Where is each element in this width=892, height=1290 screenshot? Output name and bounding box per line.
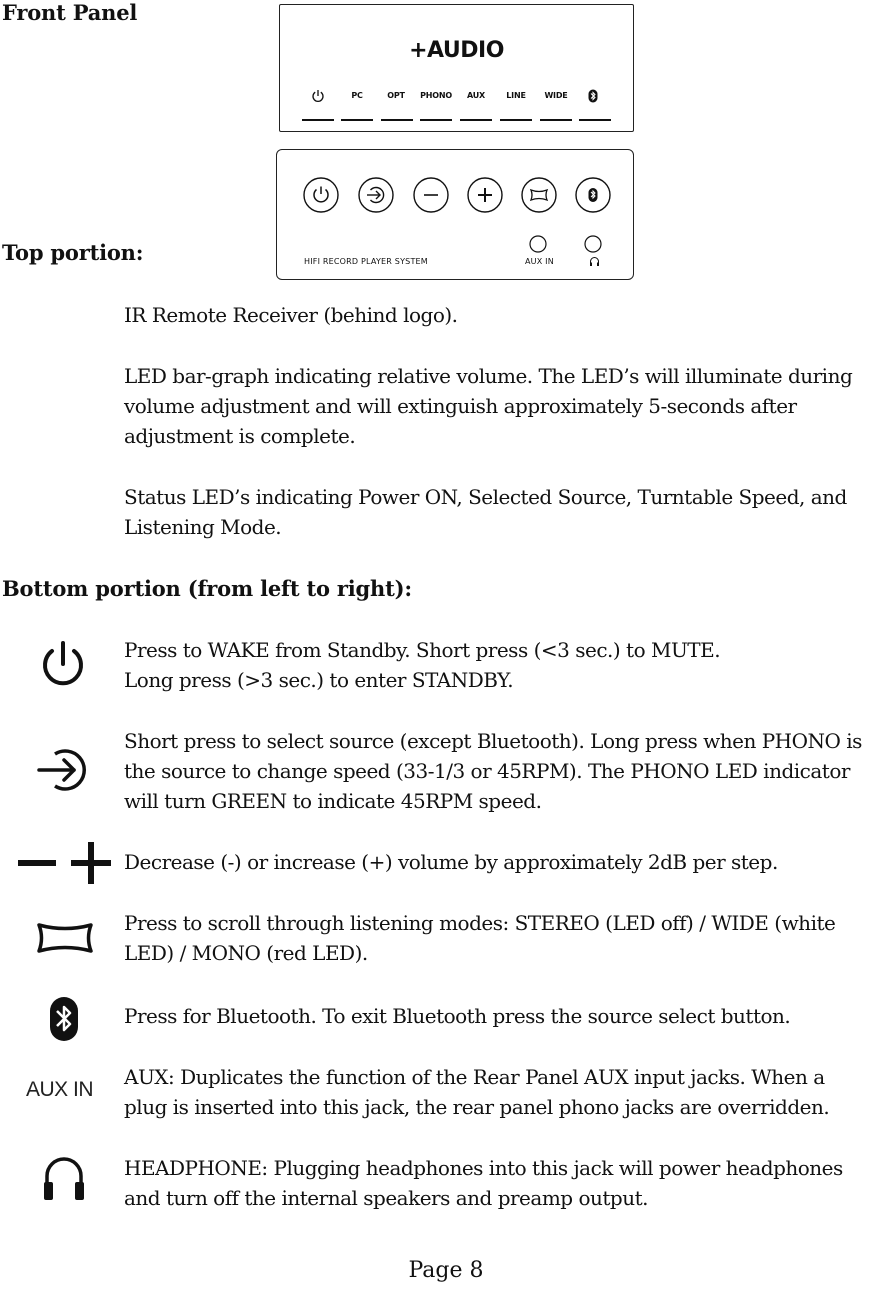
bluetooth-icon	[49, 996, 79, 1042]
led-bar-8	[579, 119, 611, 121]
led-label-opt: OPT	[387, 91, 405, 100]
bottom-portion-heading: Bottom portion (from left to right):	[2, 576, 412, 601]
aux-in-icon: AUX IN	[26, 1078, 94, 1101]
source-select-icon	[36, 745, 92, 795]
top-portion-heading: Top portion:	[2, 240, 144, 265]
page-number: Page 8	[408, 1258, 484, 1283]
listening-mode-icon	[35, 920, 95, 956]
ir-receiver-text: IR Remote Receiver (behind logo).	[124, 303, 458, 327]
volume-description: Decrease (-) or increase (+) volume by approximately 2dB per step.	[124, 850, 778, 874]
power-icon	[40, 640, 86, 690]
led-label-phono: PHONO	[420, 91, 452, 100]
panel-bluetooth-button	[575, 177, 611, 213]
panel-mode-button	[521, 177, 557, 213]
panel-volume-down-button	[413, 177, 449, 213]
power-description: Press to WAKE from Standby. Short press (<3 sec.) to MUTE. Long press (>3 sec.) to enter STANDBY.	[124, 638, 721, 692]
panel-power-button	[303, 177, 339, 213]
led-bar-2	[341, 119, 373, 121]
led-bargraph-text: LED bar-graph indicating relative volume. The LED’s will illuminate during volume adjustment and will extinguish approximately 5-seconds after adjustment is complete.	[124, 364, 853, 448]
panel-aux-jack	[529, 235, 547, 253]
bluetooth-description: Press for Bluetooth. To exit Bluetooth press the source select button.	[124, 1004, 791, 1028]
panel-headphone-icon	[589, 256, 600, 267]
led-bar-1	[302, 119, 334, 121]
led-bar-3	[381, 119, 413, 121]
led-label-pc: PC	[351, 91, 363, 100]
led-bar-4	[420, 119, 452, 121]
panel-system-label: HIFI RECORD PLAYER SYSTEM	[304, 257, 428, 266]
front-panel-top-diagram	[279, 4, 634, 132]
panel-headphone-jack	[584, 235, 602, 253]
headphone-description: HEADPHONE: Plugging headphones into this jack will power headphones and turn off the internal speakers and preamp output.	[124, 1156, 843, 1210]
led-bar-7	[540, 119, 572, 121]
audio-logo: +AUDIO	[409, 38, 504, 63]
aux-description: AUX: Duplicates the function of the Rear Panel AUX input jacks. When a plug is inserted into this jack, the rear panel phono jacks are overridden.	[124, 1065, 830, 1119]
plus-icon	[70, 840, 112, 886]
panel-volume-up-button	[467, 177, 503, 213]
status-led-text: Status LED’s indicating Power ON, Selected Source, Turntable Speed, and Listening Mode.	[124, 485, 847, 539]
front-panel-bottom-diagram	[276, 149, 634, 280]
led-label-wide: WIDE	[544, 91, 568, 100]
led-bluetooth-icon	[588, 89, 598, 103]
front-panel-heading: Front Panel	[2, 0, 138, 25]
minus-icon	[17, 843, 57, 883]
headphone-icon	[42, 1152, 86, 1202]
led-bar-6	[500, 119, 532, 121]
led-bar-5	[460, 119, 492, 121]
panel-source-button	[358, 177, 394, 213]
led-label-line: LINE	[506, 91, 526, 100]
led-power-icon	[311, 89, 325, 103]
source-description: Short press to select source (except Bluetooth). Long press when PHONO is the source to change speed (33-1/3 or 45RPM). The PHONO LED indicator will turn GREEN to indicate 45RPM speed.	[124, 729, 862, 813]
panel-aux-in-label: AUX IN	[525, 257, 554, 266]
led-label-aux: AUX	[466, 91, 485, 100]
mode-description: Press to scroll through listening modes: STEREO (LED off) / WIDE (white LED) / MONO (red LED).	[124, 911, 836, 965]
